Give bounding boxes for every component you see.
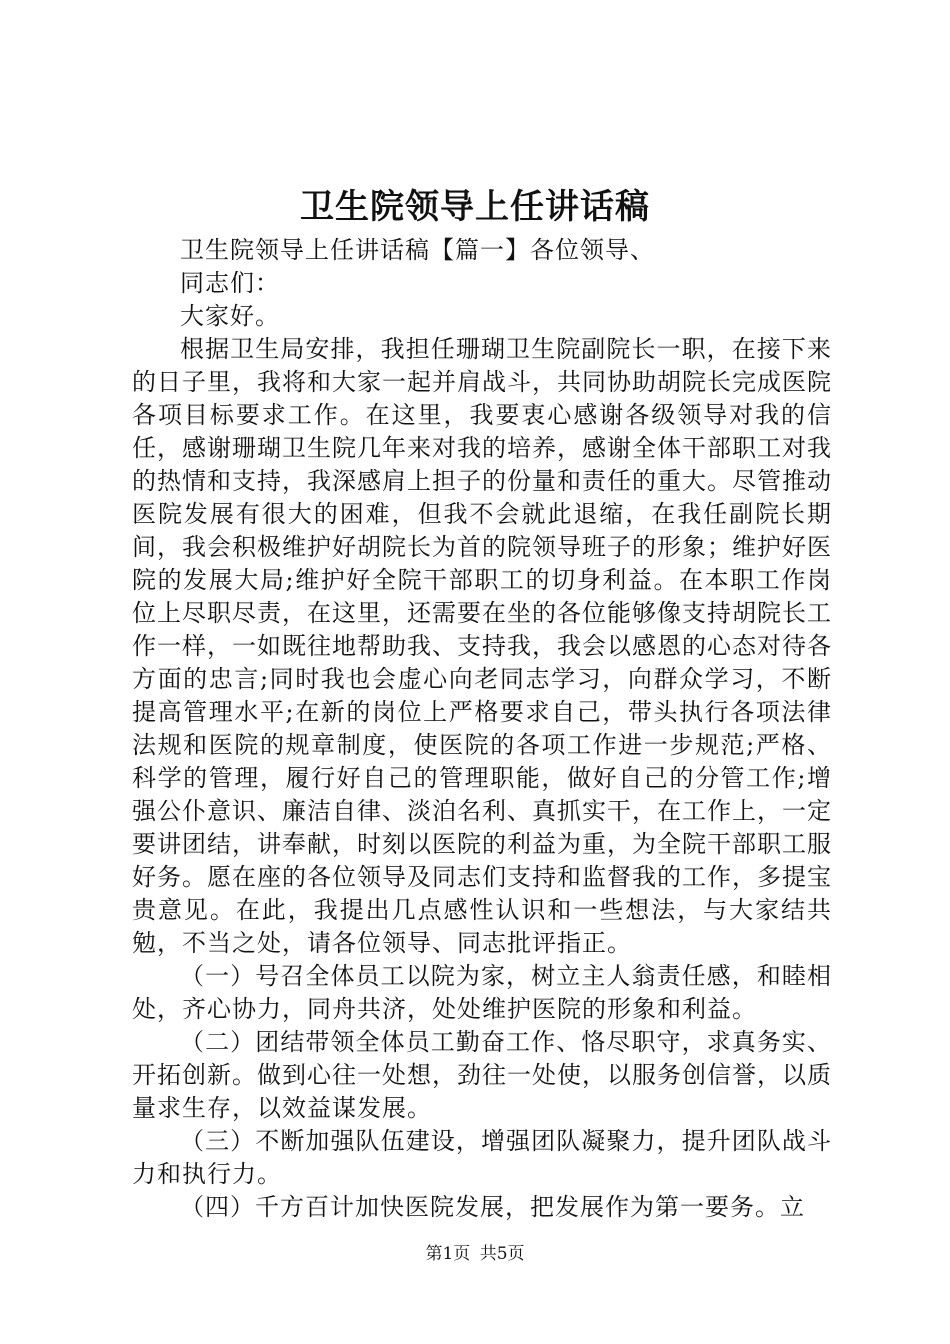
- document-title: 卫生院领导上任讲话稿: [300, 187, 650, 227]
- paragraph-point-3: （三）不断加强队伍建设，增强团队凝聚力，提升团队战斗力和执行力。: [132, 1127, 832, 1188]
- paragraph-point-2: （二）团结带领全体员工勤奋工作、恪尽职守，求真务实、开拓创新。做到心往一处想，劲往一处使，以服务创信誉，以质量求生存，以效益谋发展。: [132, 1028, 832, 1122]
- document-body: [132, 234, 832, 1224]
- paragraph-greeting: 大家好。: [180, 302, 280, 330]
- paragraph-heading-line: 卫生院领导上任讲话稿【篇一】各位领导、: [180, 236, 655, 264]
- paragraph-salutation: 同志们：: [180, 269, 280, 297]
- paragraph-main: 根据卫生局安排，我担任珊瑚卫生院副院长一职，在接下来的日子里，我将和大家一起并肩战斗，共同协助胡院长完成医院各项目标要求工作。在这里，我要衷心感谢各级领导对我的信任，感谢珊瑚卫生院几年来对我的培养，感谢全体干部职工对我的热情和支持，我深感肩上担子的份量和责任的重大。尽管推动医院发展有很大的困难，但我不会就此退缩，在我任副院长期间，我会积极维护好胡院长为首的院领导班子的形象；维护好医院的发展大局;维护好全院干部职工的切身利益。在本职工作岗位上尽职尽责，在这里，还需要在坐的各位能够像支持胡院长工作一样，一如既往地帮助我、支持我，我会以感恩的心态对待各方面的忠言;同时我也会虚心向老同志学习，向群众学习，不断提高管理水平;在新的岗位上严格要求自己，带头执行各项法律法规和医院的规章制度，使医院的各项工作进一步规范;严格、科学的管理，履行好自己的管理职能，做好自己的分管工作;增强公仆意识、廉洁自律、淡泊名利、真抓实干，在工作上，一定要讲团结，讲奉献，时刻以医院的利益为重，为全院干部职工服好务。愿在座的各位领导及同志们支持和监督我的工作，多提宝贵意见。在此，我提出几点感性认识和一些想法，与大家结共勉，不当之处，请各位领导、同志批评指正。: [132, 335, 832, 957]
- page-footer: [0, 1242, 950, 1266]
- paragraph-point-4: （四）千方百计加快医院发展，把发展作为第一要务。立: [180, 1193, 805, 1221]
- page-number: 第1页: [425, 1244, 471, 1264]
- page-total: 共5页: [479, 1244, 525, 1264]
- paragraph-point-1: （一）号召全体员工以院为家，树立主人翁责任感，和睦相处，齐心协力，同舟共济，处处维护医院的形象和利益。: [132, 962, 832, 1023]
